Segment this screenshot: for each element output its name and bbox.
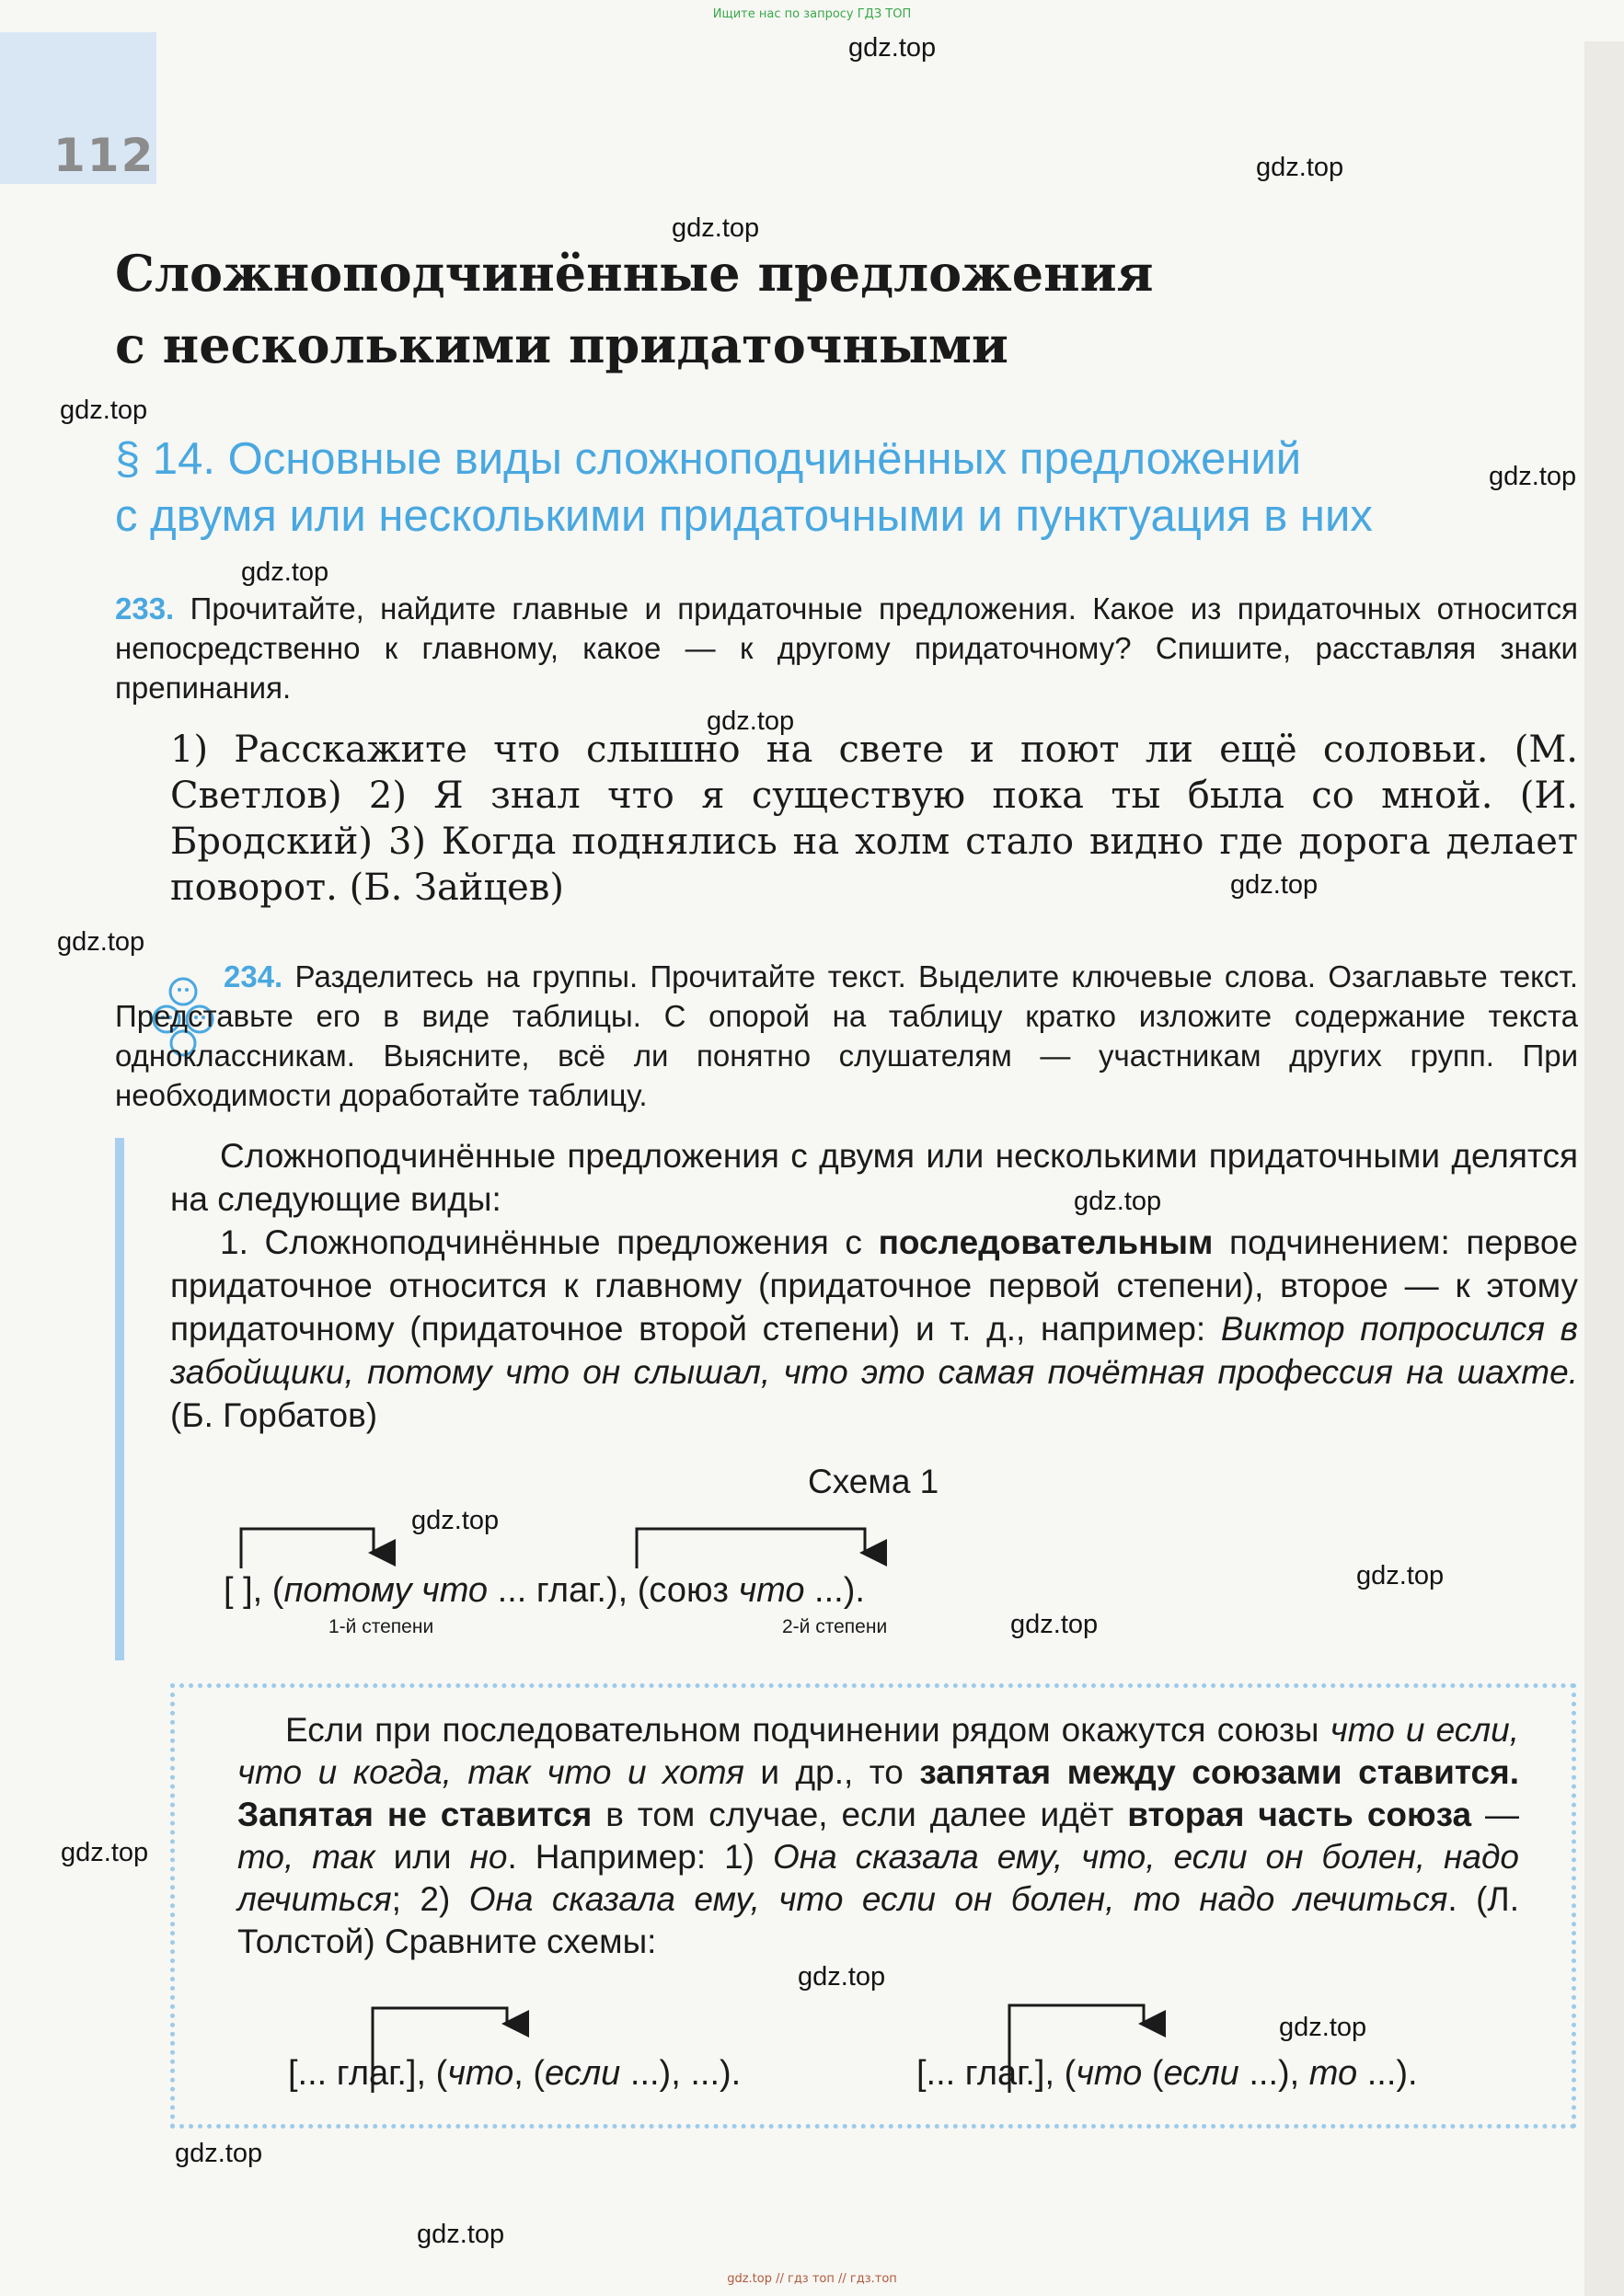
section-title: § 14. Основные виды сложноподчинённых предложений с двумя или несколькими придаточными и пунктуация в них bbox=[115, 434, 1373, 541]
chapter-title: Сложноподчинённые предложения с несколькими придаточными bbox=[115, 244, 1154, 374]
watermark: gdz.top bbox=[707, 706, 795, 736]
exercise-234-task: 234. Разделитесь на группы. Прочитайте текст. Выделите ключевые слова. Озаглавьте текст. Представьте его в виде таблицы. С опорой на таблицу кратко изложите содержание текста одноклассникам. Выясните, всё ли понятно слушателям — участникам других групп. При необходимости доработайте таблицу. bbox=[115, 959, 1579, 1112]
watermark: gdz.top bbox=[798, 1962, 886, 1992]
watermark: gdz.top bbox=[1256, 153, 1344, 182]
note-text: Если при последовательном подчинении рядом окажутся союзы что и если, что и когда, так что и хотя и др., то запятая между союзами ставится. Запятая не ставится в том случае, если далее идёт вторая часть союза — то, так или но. Например: 1) Она сказала ему, что, если он болен, надо лечиться; 2) Она сказала ему, что если он болен, то надо лечиться. (Л. Толстой) Сравните схемы: bbox=[237, 1711, 1519, 1960]
top-note: Ищите нас по запросу ГДЗ ТОП bbox=[712, 7, 912, 21]
degree-label-1: 1-й степени bbox=[328, 1616, 434, 1637]
exercise-233-task: 233. Прочитайте, найдите главные и придаточные предложения. Какое из придаточных относится непосредственно к главному, какое — к другому придаточному? Спишите, расставляя знаки препинания. bbox=[115, 591, 1579, 705]
watermark: gdz.top bbox=[411, 1506, 500, 1535]
scheme-1-title: Схема 1 bbox=[808, 1463, 939, 1500]
watermark: gdz.top bbox=[241, 557, 329, 587]
watermark: gdz.top bbox=[57, 927, 145, 957]
watermark: gdz.top bbox=[175, 2139, 263, 2168]
watermark: gdz.top bbox=[1010, 1610, 1099, 1639]
watermark: gdz.top bbox=[1489, 462, 1577, 491]
exercise-233-sentences: 1) Расскажите что слышно на свете и поют ли ещё соловьи. (М. Светлов) 2) Я знал что я существую пока ты была со мной. (И. Бродский) 3) Когда поднялись на холм стало видно где дорога делает поворот. (Б. Зайцев) bbox=[170, 729, 1578, 909]
bottom-note: gdz.top // гдз топ // гдз.топ bbox=[727, 2272, 897, 2286]
watermark: gdz.top bbox=[61, 1838, 149, 1867]
watermark: gdz.top bbox=[848, 33, 937, 63]
scheme-2: [... глаг.], (что, (если ...), ...). bbox=[288, 2054, 742, 2093]
page-number: 112 bbox=[53, 129, 155, 182]
scheme-1: [ ], (потому что ... глаг.), (союз что ...). bbox=[224, 1571, 865, 1610]
scheme-3: [... глаг.], (что (если ...), то ...). bbox=[916, 2054, 1418, 2093]
watermark: gdz.top bbox=[60, 396, 148, 425]
degree-label-2: 2-й степени bbox=[782, 1616, 888, 1637]
watermark: gdz.top bbox=[1230, 870, 1319, 900]
rule-text: Сложноподчинённые предложения с двумя или несколькими придаточными делятся на следующие виды: 1. Сложноподчинённые предложения с последовательным подчинением: первое придаточное относится к главному (придаточное первой степени), второе — к этому придаточному (придаточное второй степени) и т. д., например: Виктор попросился в забойщики, потому что он слышал, что это самая почётная профессия на шахте. (Б. Горбатов) bbox=[170, 1137, 1579, 1434]
watermark: gdz.top bbox=[672, 213, 760, 243]
watermark: gdz.top bbox=[417, 2220, 505, 2249]
watermark: gdz.top bbox=[1074, 1187, 1162, 1216]
exercise-number: 234. bbox=[224, 959, 283, 993]
watermark: gdz.top bbox=[1279, 2013, 1367, 2042]
exercise-number: 233. bbox=[115, 591, 175, 626]
watermark: gdz.top bbox=[1356, 1561, 1445, 1590]
